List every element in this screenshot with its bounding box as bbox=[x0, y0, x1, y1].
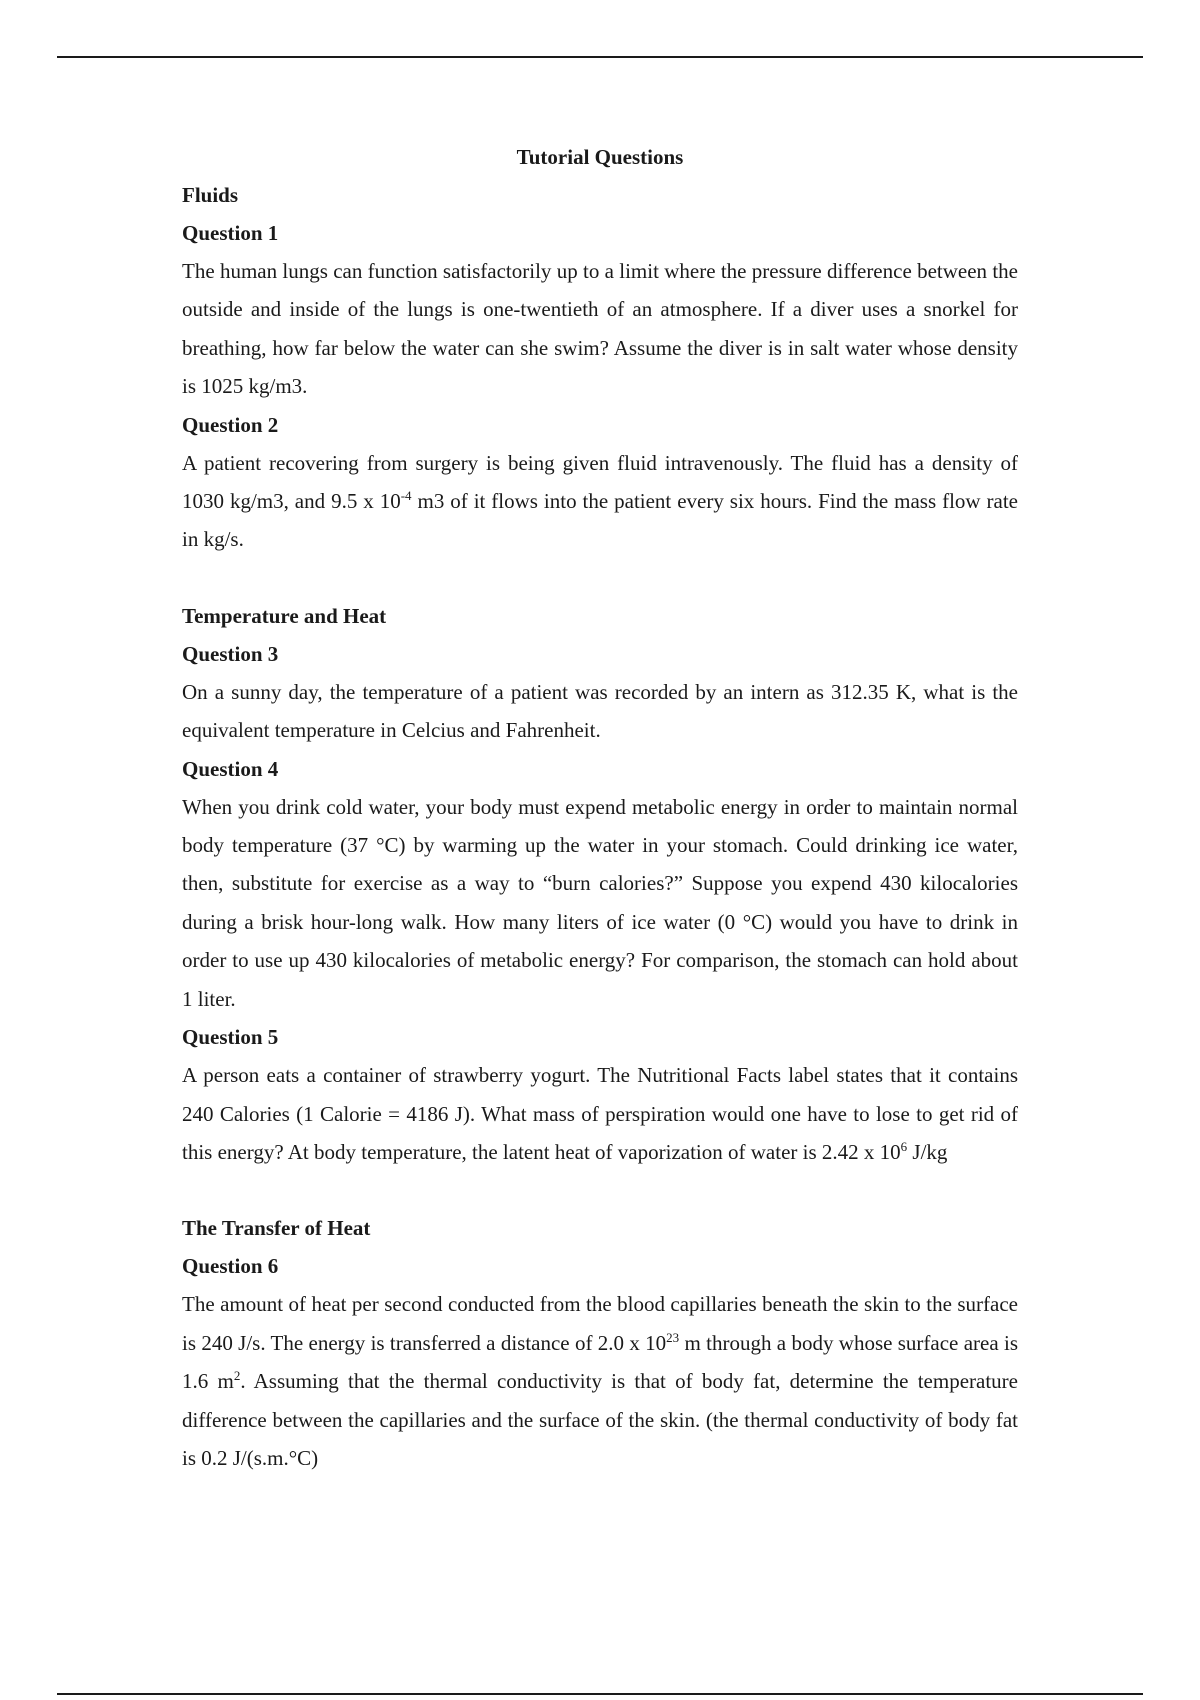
exponent: 2 bbox=[233, 1368, 241, 1384]
section-heading-fluids: Fluids bbox=[182, 183, 239, 207]
question-text: The human lungs can function satisfactorily up to a limit where the pressure difference between the outside and inside of the lungs is one-twentieth of an atmosphere. If a diver uses a snorkel for breathing, how far below the water can she swim? Assume the diver is in salt water whose density is 1025 kg/m3. bbox=[182, 259, 1018, 399]
section-heading-temperature-and-heat: Temperature and Heat bbox=[182, 603, 387, 628]
question-label: Question 1 bbox=[182, 221, 279, 245]
exponent: -4 bbox=[400, 488, 412, 504]
question-label: Question 5 bbox=[182, 1025, 279, 1050]
exponent: 6 bbox=[900, 1138, 908, 1154]
footer-rule bbox=[57, 1693, 1143, 1695]
question-label: Question 6 bbox=[182, 1254, 279, 1279]
question-label: Question 3 bbox=[182, 641, 279, 666]
question-label: Question 2 bbox=[182, 412, 279, 437]
question-text: A patient recovering from surgery is being given fluid intravenously. The fluid has a density of 1030 kg/m3, and 9.5 x $10^{-4}$ m3 of it flows into the patient every six hours. Find the mass flow rate in kg/s. bbox=[182, 450, 1018, 552]
header-rule bbox=[57, 56, 1143, 58]
document-body bbox=[182, 138, 1018, 1477]
section-heading-transfer-of-heat: The Transfer of Heat bbox=[182, 1216, 371, 1241]
exponent: 23 bbox=[666, 1329, 680, 1345]
question-label: Question 4 bbox=[182, 756, 279, 781]
question-text: A person eats a container of strawberry yogurt. The Nutritional Facts label states that it contains 240 Calories (1 Calorie = 4186 J). What mass of perspiration would one have to lose to get rid of this energy? At body temperature, the latent heat of vaporization of water is 2.42 x $10^6$ J/kg bbox=[182, 1063, 1018, 1164]
question-text: When you drink cold water, your body must expend metabolic energy in order to maintain normal body temperature (37 °C) by warming up the water in your stomach. Could drinking ice water, then, substitute for exercise as a way to “burn calories?” Suppose you expend 430 kilocalories during a brisk hour-long walk. How many liters of ice water (0 °C) would you have to drink in order to use up 430 kilocalories of metabolic energy? For comparison, the stomach can hold about 1 liter. bbox=[182, 794, 1018, 1011]
page-title: Tutorial Questions bbox=[516, 145, 684, 169]
question-text: On a sunny day, the temperature of a patient was recorded by an intern as 312.35 K, what is the equivalent temperature in Celcius and Fahrenheit. bbox=[182, 679, 1018, 743]
question-text: The amount of heat per second conducted from the blood capillaries beneath the skin to the surface is 240 J/s. The energy is transferred a distance of 2.0 x $10^{23}$ m through a body whose surface area is 1.6 $m^2$. Assuming that the thermal conductivity is that of body fat, determine the temperature difference between the capillaries and the surface of the skin. (the thermal conductivity of body fat is 0.2 J/(s.m.°C) bbox=[182, 1292, 1018, 1470]
